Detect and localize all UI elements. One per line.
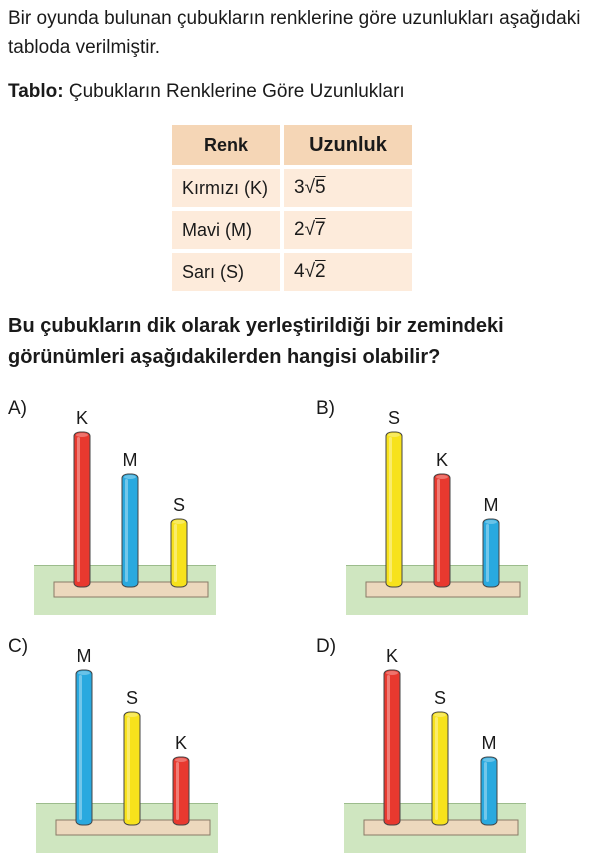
cell-length: 3√5 bbox=[282, 167, 414, 209]
table-row bbox=[170, 209, 414, 251]
length-coef: 4 bbox=[294, 261, 305, 282]
rod-yellow bbox=[432, 712, 448, 825]
rod-letter-k: K bbox=[75, 408, 89, 428]
rod-blue bbox=[76, 670, 92, 825]
length-radicand: 5 bbox=[315, 177, 326, 198]
rod-letter-m: M bbox=[76, 646, 92, 666]
option-d-figure[interactable] bbox=[340, 643, 530, 858]
rod-letter-s: S bbox=[125, 688, 139, 708]
length-radicand: 7 bbox=[315, 219, 326, 240]
table-row bbox=[170, 251, 414, 293]
cell-color: Sarı (S) bbox=[170, 251, 282, 293]
length-radicand: 2 bbox=[315, 261, 326, 282]
option-a-figure[interactable] bbox=[30, 405, 220, 620]
option-c-figure[interactable] bbox=[32, 643, 222, 858]
rod-letter-s: S bbox=[172, 495, 186, 515]
rod-red bbox=[173, 757, 189, 825]
rod-red bbox=[74, 432, 90, 587]
cell-length: 4√2 bbox=[282, 251, 414, 293]
option-b-label[interactable]: B) bbox=[316, 398, 335, 419]
rod-blue bbox=[483, 519, 499, 587]
rod-yellow bbox=[124, 712, 140, 825]
option-b-figure[interactable] bbox=[342, 405, 532, 620]
question-text: Bu çubukların dik olarak yerleştirildiği bir zemindeki görünümleri aşağıdakilerden hangisi olabilir? bbox=[8, 315, 504, 368]
option-c-label[interactable]: C) bbox=[8, 636, 29, 657]
table-caption-prefix: Tablo: bbox=[8, 81, 64, 102]
table-header-row bbox=[170, 123, 414, 167]
rod-blue bbox=[122, 474, 138, 587]
length-coef: 2 bbox=[294, 219, 305, 240]
cell-color: Kırmızı (K) bbox=[170, 167, 282, 209]
header-renk: Renk bbox=[170, 123, 282, 167]
rod-letter-s: S bbox=[433, 688, 447, 708]
rod-letter-s: S bbox=[387, 408, 401, 428]
rod-letter-m: M bbox=[483, 495, 499, 515]
rod-letter-m: M bbox=[122, 450, 138, 470]
table-caption-text: Çubukların Renklerine Göre Uzunlukları bbox=[63, 81, 405, 102]
length-coef: 3 bbox=[294, 177, 305, 198]
rod-blue bbox=[481, 757, 497, 825]
table-caption bbox=[8, 78, 405, 106]
rod-yellow bbox=[386, 432, 402, 587]
option-d-label[interactable]: D) bbox=[316, 636, 337, 657]
rod-letter-m: M bbox=[481, 733, 497, 753]
rod-red bbox=[434, 474, 450, 587]
header-uzunluk: Uzunluk bbox=[282, 123, 414, 167]
rod-letter-k: K bbox=[174, 733, 188, 753]
rod-red bbox=[384, 670, 400, 825]
rod-letter-k: K bbox=[385, 646, 399, 666]
cell-length: 2√7 bbox=[282, 209, 414, 251]
table-row bbox=[170, 167, 414, 209]
intro-text: Bir oyunda bulunan çubukların renklerine göre uzunlukları aşağıdaki tabloda verilmiştir. bbox=[8, 8, 581, 58]
rod-yellow bbox=[171, 519, 187, 587]
cell-color: Mavi (M) bbox=[170, 209, 282, 251]
rod-letter-k: K bbox=[435, 450, 449, 470]
option-a-label[interactable]: A) bbox=[8, 398, 27, 419]
lengths-table bbox=[170, 123, 414, 293]
